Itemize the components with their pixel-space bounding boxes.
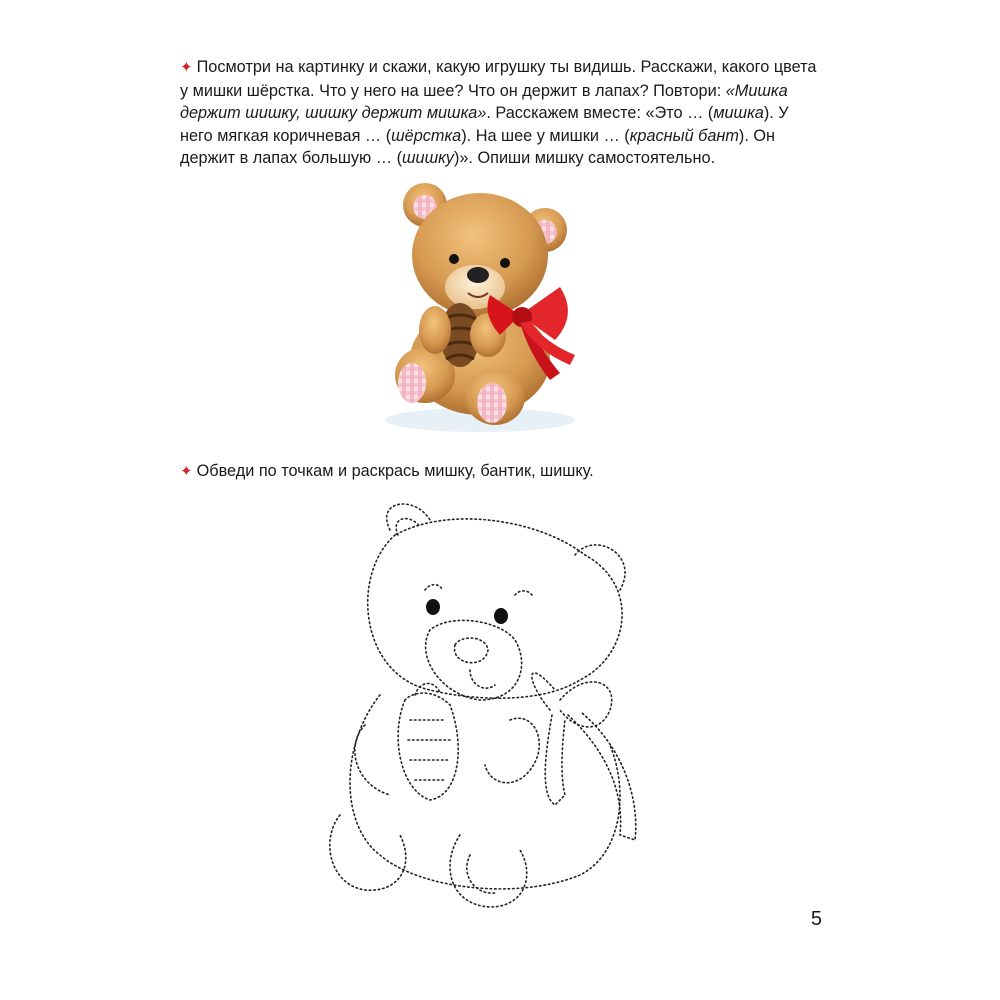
left-arm [419,306,451,354]
page-number: 5 [810,908,822,930]
tracing-bear-outline[interactable] [320,495,650,915]
text-part-italic: «Мишка держит шишку, шишку держит мишка» [180,81,788,123]
body-outline [350,695,620,889]
muzzle-outline [426,620,522,700]
text-part: ). У него мягкая коричневая … ( [180,104,789,145]
nose-outline [455,638,488,663]
pinecone-outline [398,693,458,800]
text-part: ). На шее у мишки … ( [461,126,630,145]
text-part: )». Опиши мишку самостоятельно. [453,149,716,168]
task-marker-star-icon: ✦ [180,463,193,480]
task-instruction-1 [180,56,820,170]
text-part-italic: красный бант [629,126,739,145]
pinecone-scales [408,720,450,780]
left-eye [449,254,459,264]
task-instruction-2 [180,460,820,483]
right-eye [500,258,510,268]
teddy-bear-illustration [370,175,600,440]
left-paw-pad [398,363,426,403]
left-eye [426,599,440,615]
left-arm-outline [355,725,390,795]
right-leg-outline [450,835,527,907]
mouth-outline [470,670,495,688]
brow-right [515,591,532,595]
text-part-italic: шёрстка [391,126,462,145]
right-paw-pad-outline [467,855,495,893]
head-outline [368,519,622,698]
task-text: Обведи по точкам и раскрась мишку, бантик, шишку. [196,462,594,480]
brow-left [425,585,442,590]
text-part: ). Он держит в лапах большую … ( [180,126,776,168]
bow-ribbon-left [545,715,565,805]
left-leg-outline [330,815,406,890]
text-part-italic: мишка [713,104,764,123]
left-ear-outline [387,504,430,530]
right-eye [494,608,508,624]
right-arm-outline [485,718,539,782]
bow-left-loop [532,673,555,710]
text-part-italic: шишку [402,149,454,168]
nose [467,267,489,283]
bow-right-loop [560,682,612,727]
text-part: . Расскажем вместе: «Это … ( [486,104,714,123]
right-paw-pad [477,383,507,423]
right-ear-outline [575,545,625,590]
bow-ribbon-right [568,713,636,840]
text-part: Посмотри на картинку и скажи, какую игрушку ты видишь. Расскажи, какого цвета у мишки шёрстка. Что у него на шее? Что он держит в лапах? Повтори: [180,58,817,100]
task-marker-star-icon: ✦ [180,59,193,76]
